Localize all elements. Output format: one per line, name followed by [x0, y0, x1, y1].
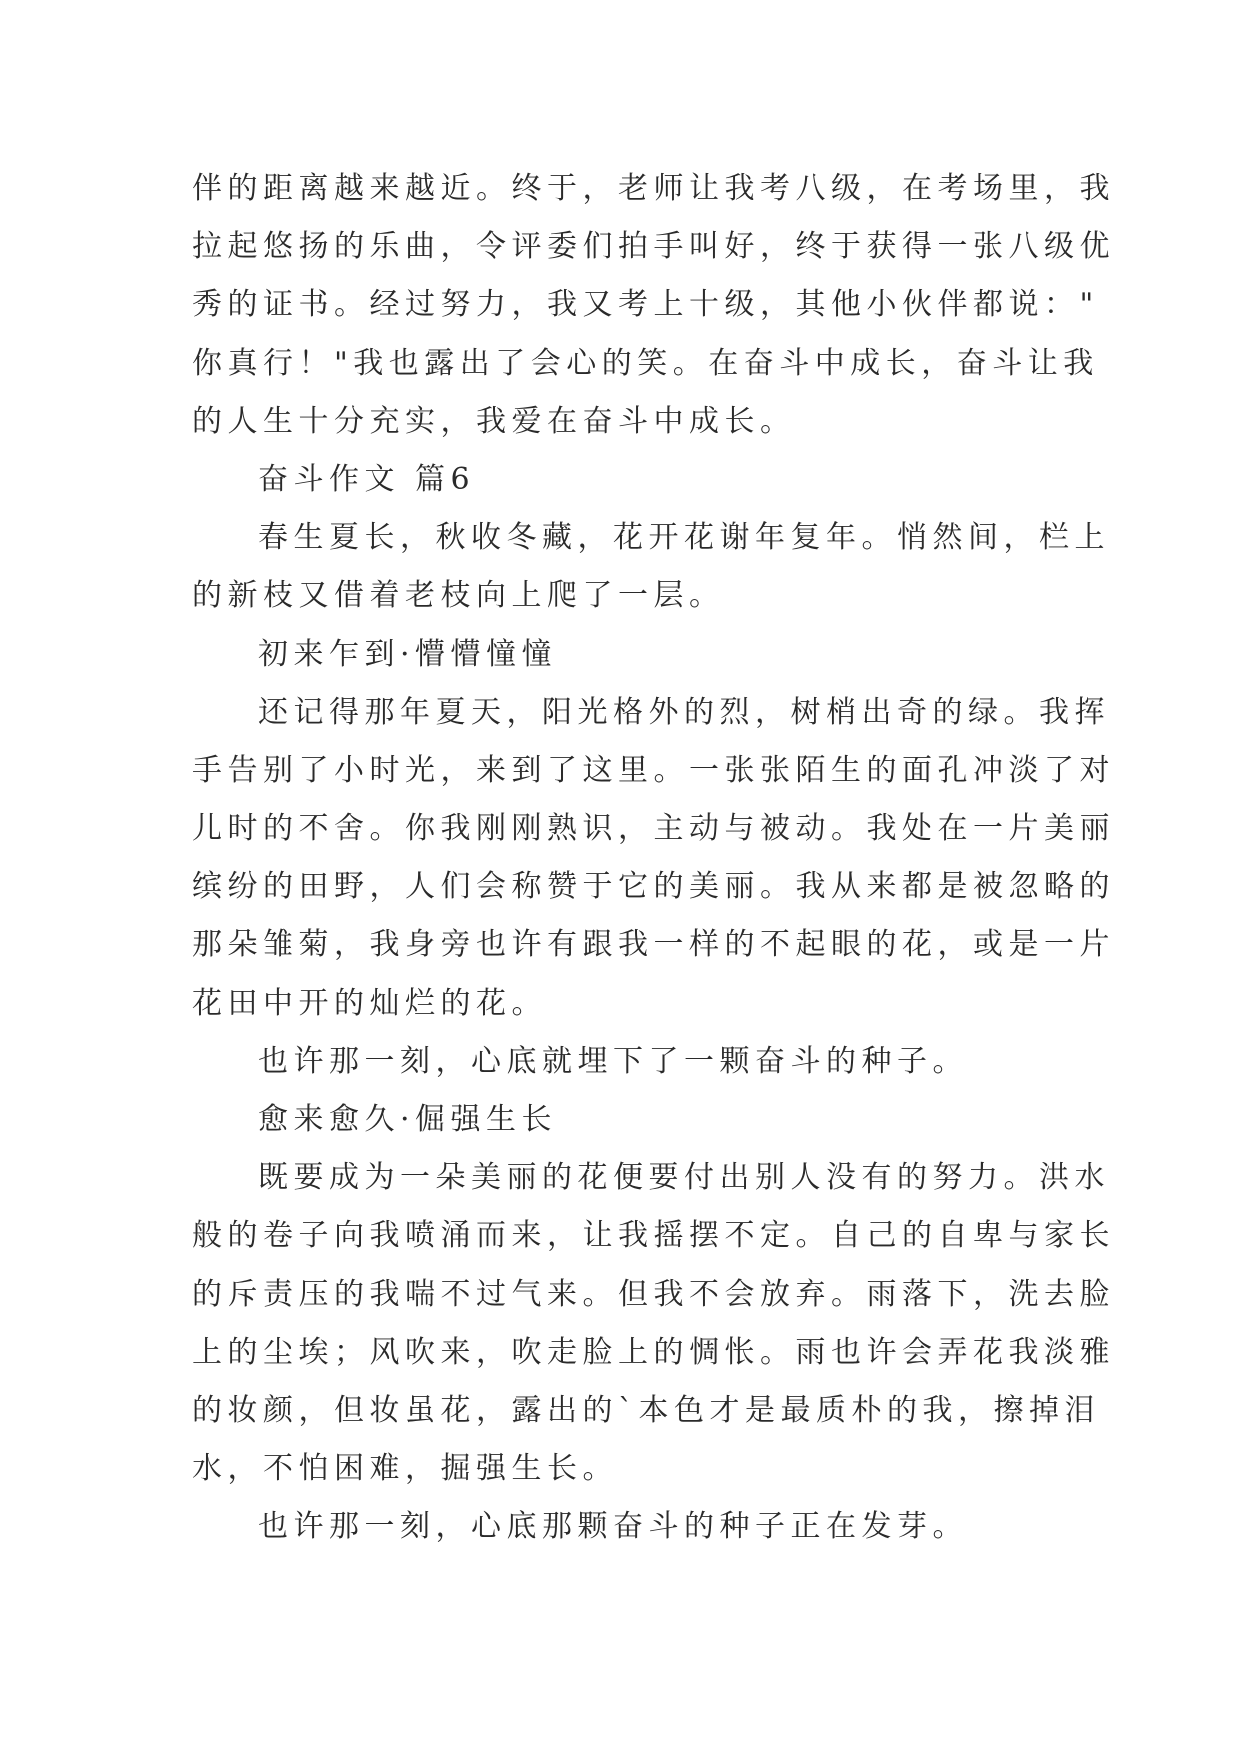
- text-line-1: 伴的距离越来越近。终于，老师让我考八级，在考场里，我: [192, 171, 1115, 206]
- text-line-19: 般的卷子向我喷涌而来，让我摇摆不定。自己的自卑与家长: [192, 1218, 1115, 1254]
- document-body: [192, 160, 1115, 1557]
- text-line-12: 儿时的不舍。你我刚刚熟识，主动与被动。我处在一片美丽: [192, 811, 1115, 847]
- text-line-5: 的人生十分充实，我爱在奋斗中成长。: [192, 403, 796, 439]
- text-line-22: 的妆颜，但妆虽花，露出的`本色才是最质朴的我，擦掉泪: [192, 1392, 1100, 1428]
- section-heading: 奋斗作文 篇6: [258, 461, 476, 497]
- text-line-23: 水，不怕困难，掘强生长。: [192, 1451, 618, 1487]
- subheading-2: 愈来愈久·倔强生长: [258, 1102, 558, 1137]
- text-line-13: 缤纷的田野，人们会称赞于它的美丽。我从来都是被忽略的: [192, 869, 1115, 905]
- text-line-8: 的新枝又借着老枝向上爬了一层。: [192, 578, 725, 614]
- text-line-7: 春生夏长，秋收冬藏，花开花谢年复年。悄然间，栏上: [258, 520, 1110, 556]
- text-line-20: 的斥责压的我喘不过气来。但我不会放弃。雨落下，洗去脸: [192, 1276, 1115, 1312]
- text-line-10: 还记得那年夏天，阳光格外的烈，树梢出奇的绿。我挥: [258, 694, 1110, 730]
- text-line-3: 秀的证书。经过努力，我又考上十级，其他小伙伴都说：": [192, 287, 1099, 323]
- text-line-4: 你真行！"我也露出了会心的笑。在奋斗中成长，奋斗让我: [192, 345, 1099, 381]
- text-line-2: 拉起悠扬的乐曲，令评委们拍手叫好，终于获得一张八级优: [192, 229, 1115, 265]
- text-line-11: 手告别了小时光，来到了这里。一张张陌生的面孔冲淡了对: [192, 752, 1115, 788]
- text-line-24: 也许那一刻，心底那颗奋斗的种子正在发芽。: [258, 1509, 968, 1545]
- text-line-15: 花田中开的灿烂的花。: [192, 985, 547, 1021]
- text-line-18: 既要成为一朵美丽的花便要付出别人没有的努力。洪水: [258, 1160, 1110, 1196]
- text-line-21: 上的尘埃；风吹来，吹走脸上的惆怅。雨也许会弄花我淡雅: [192, 1334, 1115, 1370]
- text-line-16: 也许那一刻，心底就埋下了一颗奋斗的种子。: [258, 1043, 968, 1079]
- text-line-14: 那朵雏菊，我身旁也许有跟我一样的不起眼的花，或是一片: [192, 927, 1115, 963]
- subheading-1: 初来乍到·懵懵憧憧: [258, 636, 558, 672]
